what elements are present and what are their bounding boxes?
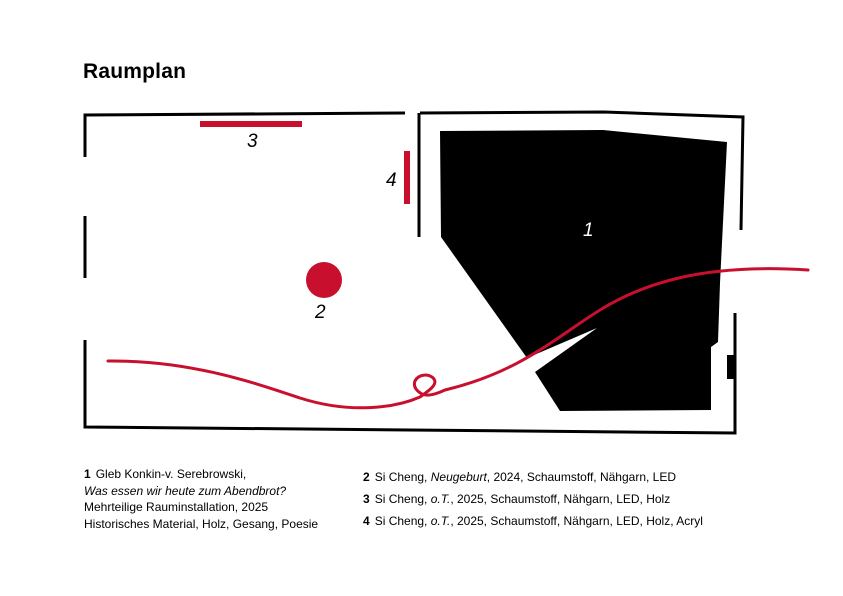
legend-number: 2 (363, 470, 370, 484)
legend-artist: Si Cheng, (374, 514, 428, 528)
legend-work-title: Was essen wir heute zum Abendbrot? (84, 483, 287, 498)
work-3-wall-piece (200, 121, 302, 127)
legend-entry-3 (363, 488, 703, 510)
legend-number: 4 (363, 514, 370, 528)
page-title: Raumplan (83, 60, 187, 83)
legend-entry-1 (84, 466, 318, 532)
legend-artist: Gleb Konkin-v. Serebrowski, (95, 467, 247, 481)
installation-1-area (440, 130, 727, 411)
work-2-sculpture (306, 262, 342, 298)
legend-details: , 2024, Schaumstoff, Nähgarn, LED (486, 470, 677, 484)
legend-number: 3 (363, 492, 370, 506)
legend-details: , 2025, Schaumstoff, Nähgarn, LED, Holz (450, 492, 671, 506)
plan-label-3: 3 (247, 131, 258, 152)
legend-number: 1 (84, 467, 91, 481)
legend-artist: Si Cheng, (374, 492, 428, 506)
plan-label-1: 1 (583, 220, 594, 241)
legend-artist: Si Cheng, (374, 470, 428, 484)
legend-entry-2 (363, 466, 703, 488)
plan-label-2: 2 (315, 302, 326, 323)
legend-work-title: o.T. (430, 492, 451, 506)
legend-work-title: o.T. (430, 514, 451, 528)
legend-materials: Historisches Material, Holz, Gesang, Poesie (84, 516, 319, 531)
wall-top-left (85, 113, 405, 157)
plan-label-4: 4 (386, 170, 397, 191)
work-4-wall-piece (404, 151, 410, 204)
legend-details: , 2025, Schaumstoff, Nähgarn, LED, Holz, Acryl (450, 514, 703, 528)
legend-work-title: Neugeburt (430, 470, 487, 484)
legend-list (363, 466, 703, 532)
legend-entry-4 (363, 510, 703, 532)
legend-medium: Mehrteilige Rauminstallation, 2025 (84, 500, 269, 514)
door-marker (727, 355, 734, 379)
